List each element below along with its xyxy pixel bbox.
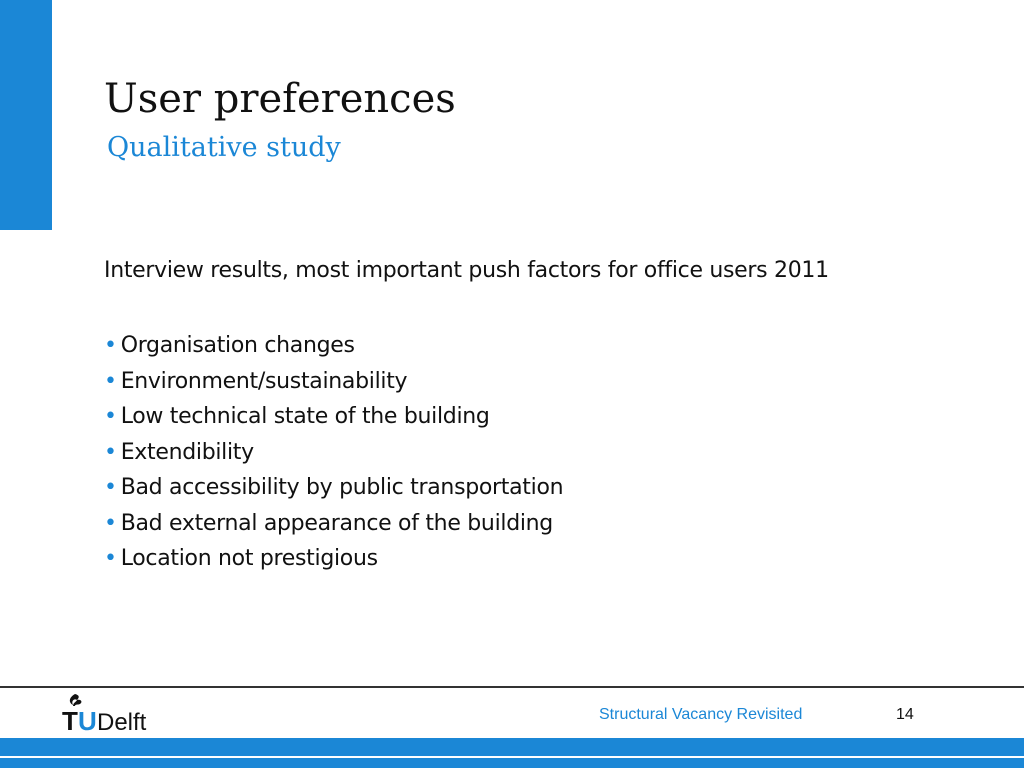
- list-item-label: Low technical state of the building: [120, 404, 490, 429]
- slide-subtitle: Qualitative study: [107, 132, 341, 163]
- list-item: [104, 541, 563, 577]
- list-item: [104, 399, 563, 435]
- logo-letter-t: T: [62, 706, 78, 732]
- page-number: 14: [896, 706, 914, 723]
- bullet-icon: •: [104, 546, 117, 571]
- footer-band: [0, 738, 1024, 768]
- bullet-icon: •: [104, 510, 117, 536]
- logo-word-delft: Delft: [97, 709, 147, 732]
- intro-text: Interview results, most important push factors for office users 2011: [104, 258, 829, 283]
- list-item-label: Bad accessibility by public transportation: [120, 475, 564, 500]
- presentation-title: Structural Vacancy Revisited: [599, 706, 803, 723]
- list-item: [104, 364, 563, 400]
- logo-letter-u: U: [78, 706, 97, 732]
- bullet-icon: •: [104, 368, 117, 394]
- list-item-label: Extendibility: [120, 439, 254, 465]
- footer-band-divider: [0, 756, 1024, 758]
- slide-title: User preferences: [104, 76, 456, 122]
- bullet-icon: •: [104, 475, 117, 500]
- bullet-icon: •: [104, 404, 117, 429]
- tu-delft-logo: [62, 692, 172, 732]
- bullet-icon: •: [104, 333, 117, 358]
- push-factors-list: [104, 328, 563, 577]
- tu-delft-flame-icon: [70, 694, 82, 706]
- list-item: [104, 506, 563, 542]
- list-item: [104, 435, 563, 471]
- list-item-label: Location not prestigious: [120, 546, 378, 571]
- title-accent-bar: [0, 0, 52, 230]
- footer-divider: [0, 686, 1024, 688]
- list-item-label: Bad external appearance of the building: [120, 510, 553, 536]
- list-item-label: Organisation changes: [120, 333, 355, 358]
- list-item: [104, 328, 563, 364]
- list-item-label: Environment/sustainability: [120, 368, 408, 394]
- bullet-icon: •: [104, 439, 117, 465]
- list-item: [104, 470, 563, 506]
